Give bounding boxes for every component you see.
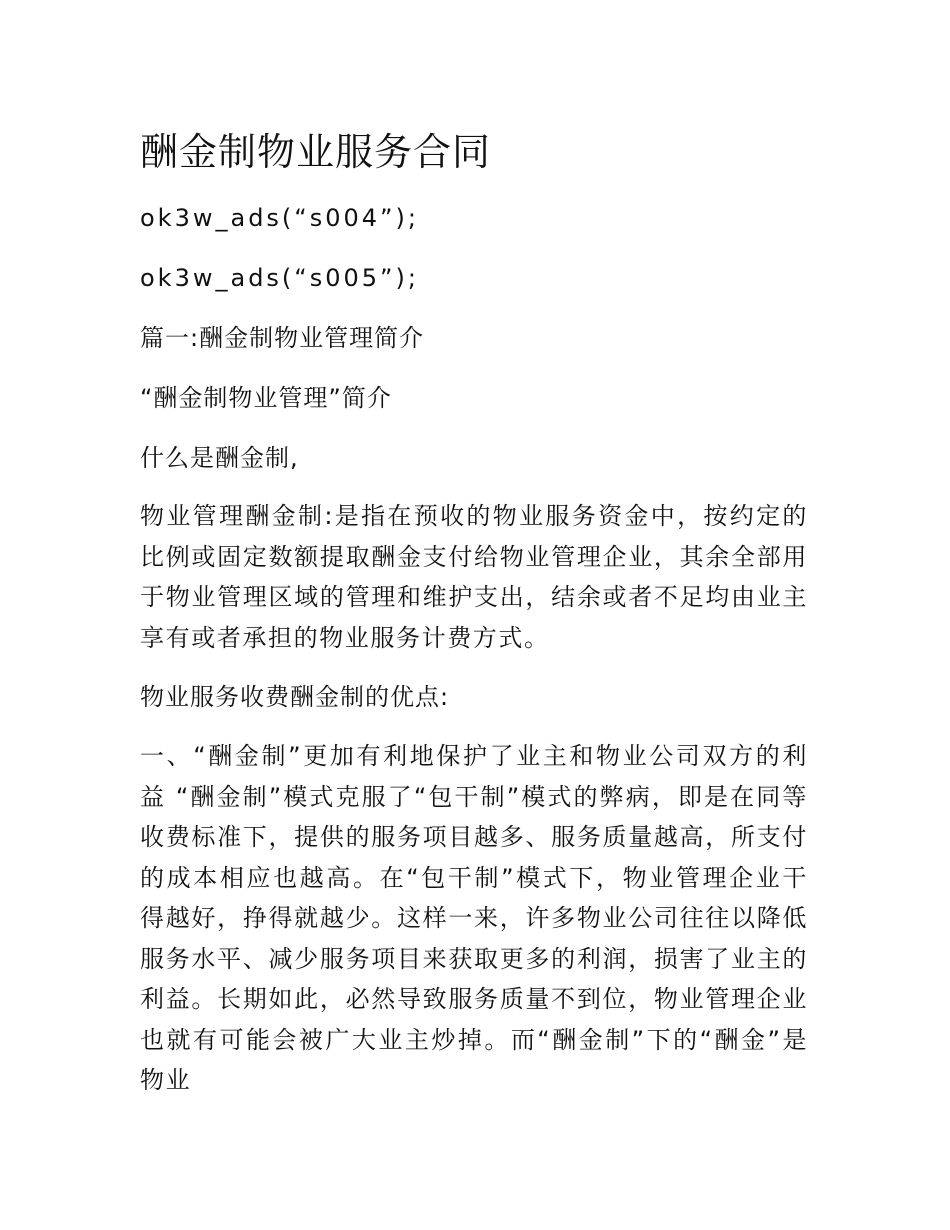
subheading: “酬金制物业管理”简介 [140, 384, 392, 412]
section-heading: 篇一:酬金制物业管理简介 [140, 324, 425, 352]
document-page [140, 0, 810, 1230]
code-line-1: ok3w_ads(“s004”); [140, 204, 419, 232]
question-line: 什么是酬金制, [140, 444, 299, 472]
point-one-paragraph: 一、“酬金制”更加有利地保护了业主和物业公司双方的利益 “酬金制”模式克服了“包干制”模式的弊病，即是在同等收费标准下，提供的服务项目越多、服务质量越高，所支付的成本相应也越高。在“包干制”模式下，物业管理企业干得越好，挣得就越少。这样一来，许多物业公司往往以降低服务水平、减少服务项目来获取更多的利润，损害了业主的利益。长期如此，必然导致服务质量不到位，物业管理企业也就有可能会被广大业主炒掉。而“酬金制”下的“酬金”是物业 [140, 742, 808, 1094]
definition-paragraph: 物业管理酬金制:是指在预收的物业服务资金中，按约定的比例或固定数额提取酬金支付给物业管理企业，其余全部用于物业管理区域的管理和维护支出，结余或者不足均由业主享有或者承担的物业服务计费方式。 [140, 502, 808, 652]
advantages-heading: 物业服务收费酬金制的优点: [140, 683, 450, 711]
document-title: 酬金制物业服务合同 [140, 130, 492, 174]
code-line-2: ok3w_ads(“s005”); [140, 264, 419, 292]
